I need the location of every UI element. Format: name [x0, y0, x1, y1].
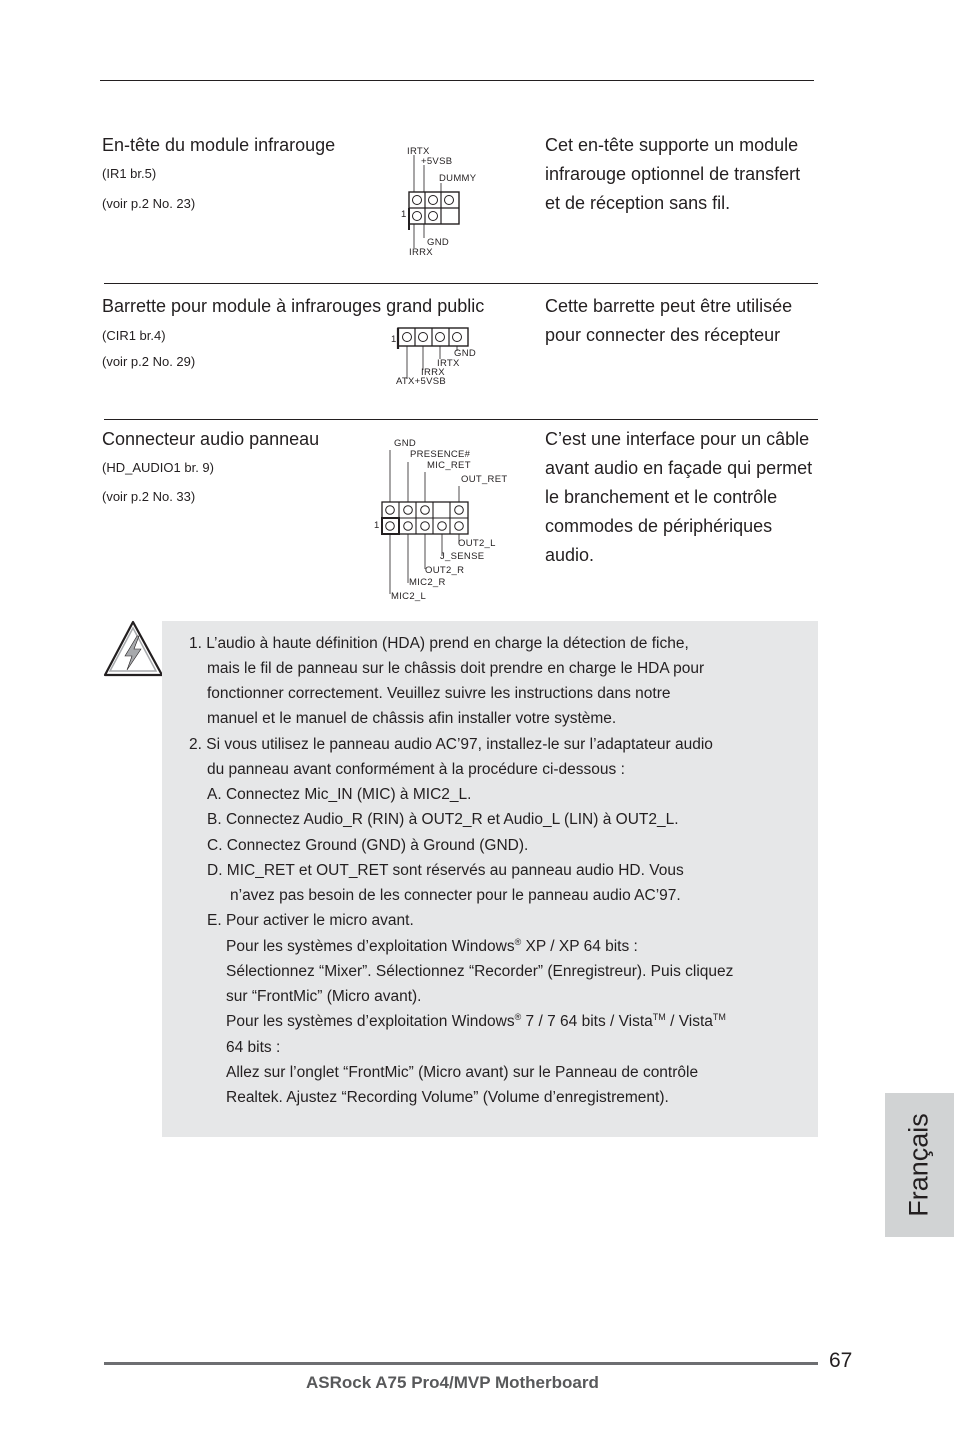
- note-line-text: XP / XP 64 bits :: [521, 938, 638, 955]
- note-line: 1. L’audio à haute définition (HDA) prend en charge la détection de fiche,: [189, 635, 689, 652]
- note-line: Realtek. Ajustez “Recording Volume” (Volume d’enregistrement).: [226, 1089, 669, 1106]
- note-line: sur “FrontMic” (Micro avant).: [226, 988, 422, 1005]
- note-line-text: 7 / 7 64 bits / Vista: [521, 1013, 653, 1030]
- footer-product-name: ASRock A75 Pro4/MVP Motherboard: [306, 1373, 599, 1392]
- footer-bar: [104, 1362, 818, 1365]
- section-divider-2: [104, 419, 818, 420]
- note-line: mais le fil de panneau sur le châssis doit prendre en charge le HDA pour: [207, 660, 705, 677]
- section-desc-cir: Cette barrette peut être utilisée pour connecter des récepteur: [545, 296, 793, 345]
- note-line: du panneau avant conformément à la procédure ci-dessous :: [207, 761, 625, 778]
- section-ref-ir: (IR1 br.5): [102, 166, 157, 181]
- section-ref-cir: (CIR1 br.4): [102, 328, 166, 343]
- pin-label-dummy: DUMMY: [439, 173, 477, 184]
- trademark-mark: TM: [652, 1011, 666, 1022]
- pin-label-gnd: GND: [427, 237, 450, 248]
- note-line: 64 bits :: [226, 1039, 281, 1056]
- section-see-cir: (voir p.2 No. 29): [102, 354, 196, 369]
- section-see-ir: (voir p.2 No. 23): [102, 196, 196, 211]
- note-line: fonctionner correctement. Veuillez suivre les instructions dans notre: [207, 685, 671, 702]
- registered-mark: ®: [514, 936, 522, 947]
- pin-label-1: 1: [401, 209, 407, 220]
- note-line-text: Pour les systèmes d’exploitation Windows: [226, 1013, 515, 1030]
- section-title-audio: Connecteur audio panneau: [102, 429, 320, 449]
- cir-pin-label-atx5vsb: ATX+5VSB: [396, 376, 447, 387]
- audio-pin-label-j-sense: J_SENSE: [440, 551, 485, 562]
- note-line-text: Pour les systèmes d’exploitation Windows: [226, 938, 515, 955]
- note-line: Allez sur l’onglet “FrontMic” (Micro avant) sur le Panneau de contrôle: [226, 1064, 699, 1081]
- note-line-win7: [226, 1013, 726, 1031]
- note-line: C. Connectez Ground (GND) à Ground (GND).: [207, 837, 529, 854]
- audio-pin-label-mic-ret: MIC_RET: [427, 460, 471, 471]
- section-see-audio: (voir p.2 No. 33): [102, 489, 196, 504]
- audio-pin-label-mic2-l: MIC2_L: [391, 591, 427, 602]
- pin-label-irtx: IRTX: [407, 146, 430, 157]
- note-line-xp: [226, 938, 638, 956]
- note-line: 2. Si vous utilisez le panneau audio AC’97, installez-le sur l’adaptateur audio: [189, 736, 713, 753]
- note-line: A. Connectez Mic_IN (MIC) à MIC2_L.: [207, 786, 472, 803]
- registered-mark: ®: [514, 1011, 522, 1022]
- pin-label-5vsb: +5VSB: [421, 156, 453, 167]
- note-line: B. Connectez Audio_R (RIN) à OUT2_R et Audio_L (LIN) à OUT2_L.: [207, 811, 679, 828]
- audio-pin-label-1: 1: [374, 520, 380, 531]
- pin-label-irrx: IRRX: [409, 247, 433, 258]
- section-ref-audio: (HD_AUDIO1 br. 9): [102, 460, 214, 475]
- trademark-mark: TM: [712, 1011, 726, 1022]
- section-title-cir: Barrette pour module à infrarouges grand public: [102, 296, 485, 316]
- section-desc-ir: Cet en-tête supporte un module infrarouge optionnel de transfert et de réception sans fil.: [545, 135, 801, 213]
- note-line: E. Pour activer le micro avant.: [207, 912, 414, 929]
- cir-pin-label-gnd: GND: [454, 348, 477, 359]
- top-rule: [100, 80, 814, 81]
- cir-pin-label-1: 1: [391, 334, 397, 345]
- language-side-tab: [885, 1093, 954, 1237]
- section-title-ir: En-tête du module infrarouge: [102, 135, 336, 155]
- note-line: Sélectionnez “Mixer”. Sélectionnez “Recorder” (Enregistreur). Puis cliquez: [226, 963, 734, 980]
- section-divider-1: [104, 283, 818, 284]
- audio-pin-label-out-ret: OUT_RET: [461, 474, 508, 485]
- note-line: n’avez pas besoin de les connecter pour le panneau audio AC’97.: [230, 887, 681, 904]
- audio-pin-label-out2-r: OUT2_R: [425, 565, 465, 576]
- audio-pin-label-presence: PRESENCE#: [410, 449, 471, 460]
- page-number: 67: [829, 1349, 853, 1372]
- audio-pin-label-gnd: GND: [394, 438, 417, 449]
- cir-pin-label-irtx: IRTX: [437, 358, 460, 369]
- audio-pin-label-mic2-r: MIC2_R: [409, 577, 446, 588]
- cir-pin-label-irrx: IRRX: [421, 367, 445, 378]
- warning-triangle-icon: [100, 618, 166, 680]
- language-side-tab-label: Français: [903, 1113, 934, 1217]
- note-line-text: / Vista: [665, 1013, 713, 1030]
- note-line: manuel et le manuel de châssis afin installer votre système.: [207, 710, 617, 727]
- audio-pin-label-out2-l: OUT2_L: [458, 538, 496, 549]
- note-line: D. MIC_RET et OUT_RET sont réservés au panneau audio HD. Vous: [207, 862, 684, 879]
- section-desc-audio: C’est une interface pour un câble avant audio en façade qui permet le branchement et le contrôle commodes de périphériques audio.: [545, 429, 813, 565]
